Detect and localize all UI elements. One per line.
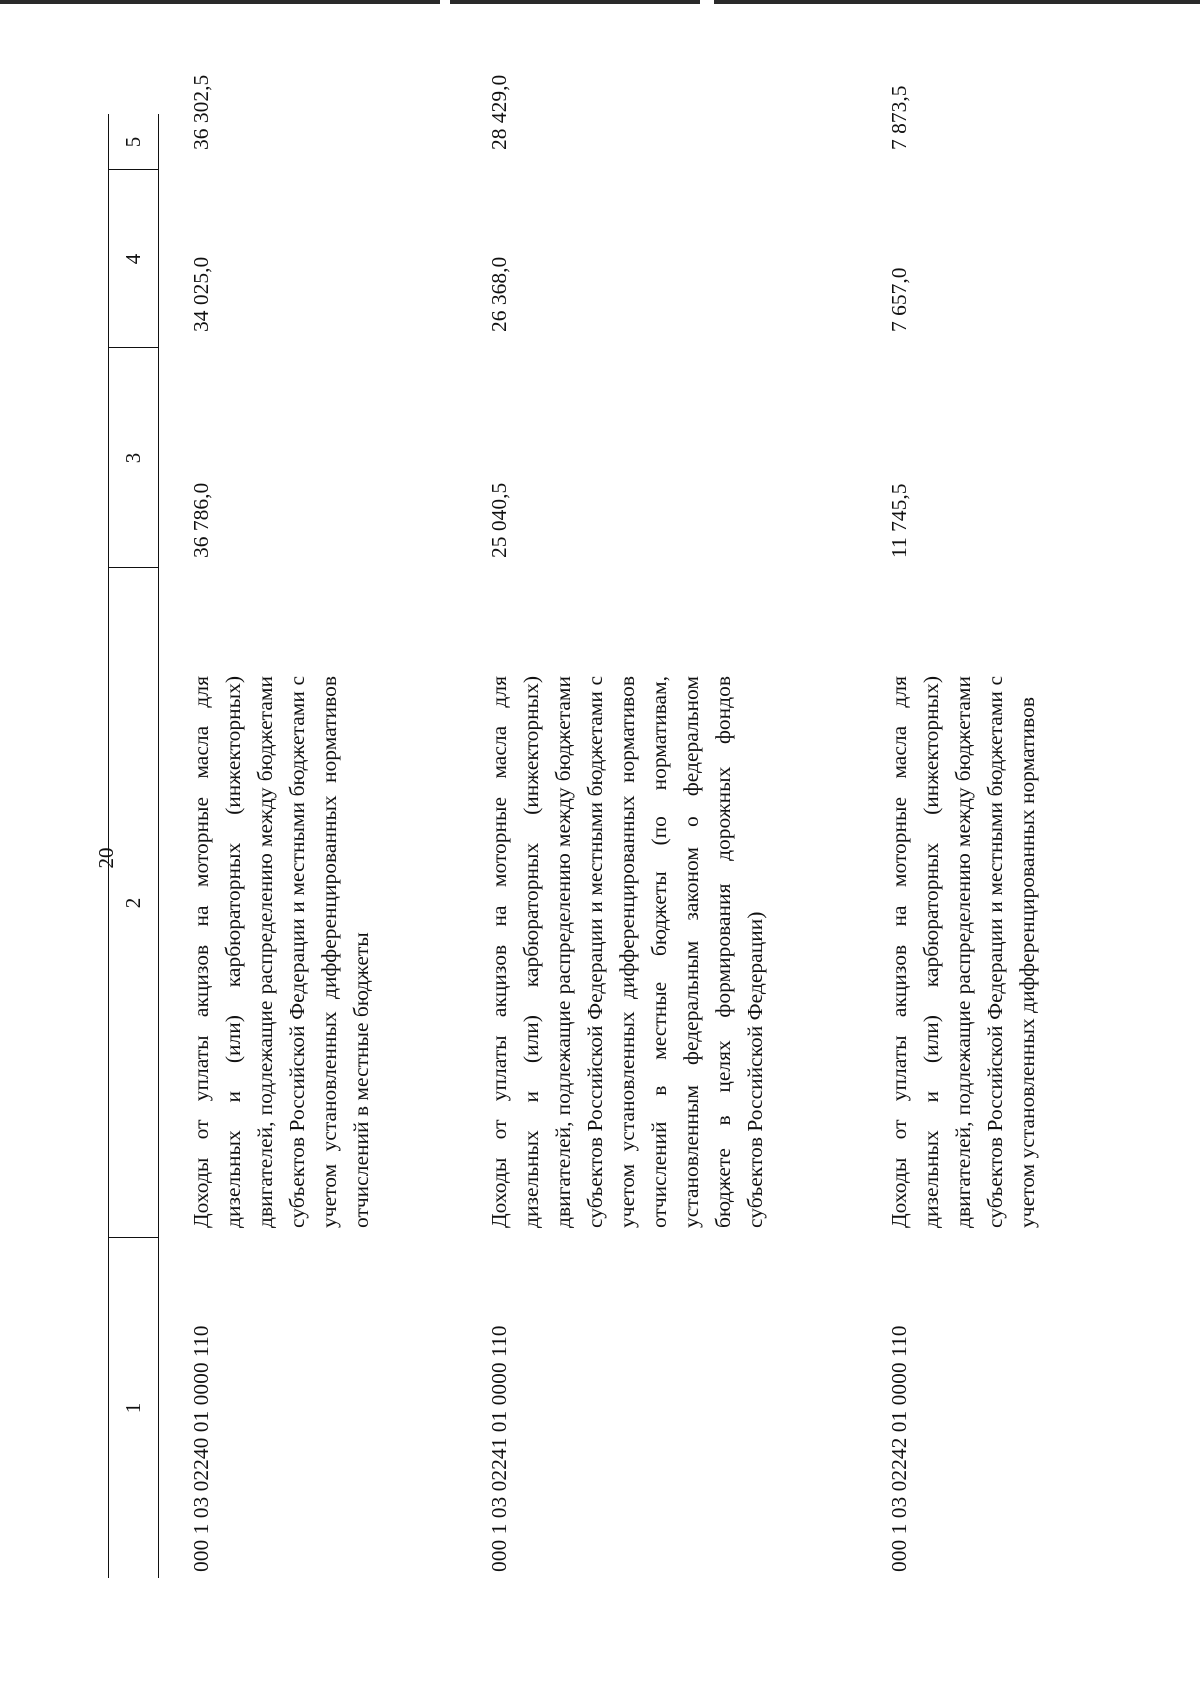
column-header-4: 4 — [120, 253, 145, 265]
column-header-3: 3 — [120, 452, 145, 464]
page-number: 20 — [94, 847, 118, 869]
value-col-3: 11 745,5 — [887, 483, 911, 558]
value-col-5: 28 429,0 — [487, 74, 511, 150]
value-col-5: 36 302,5 — [189, 74, 213, 150]
revenue-description: Доходы от уплаты акцизов на моторные масла для дизельных и (или) карбюраторных (инжекторных) двигателей, подлежащие распределению между бюджетами субъектов Российской Федерации и местными бюджетами с учетом установленных дифференцированных нормативов отчислений в местные бюджеты (по нормативам, установленным федеральным законом о федеральном бюджете в целях формирования дорожных фондов субъектов Российской Федерации) — [487, 676, 767, 1228]
budget-code: 000 1 03 02240 01 0000 110 — [189, 1325, 213, 1572]
table-row — [883, 85, 1103, 1578]
value-col-3: 36 786,0 — [189, 482, 213, 558]
revenue-description: Доходы от уплаты акцизов на моторные масла для дизельных и (или) карбюраторных (инжекторных) двигателей, подлежащие распределению между бюджетами субъектов Российской Федерации и местными бюджетами с учетом установленных дифференцированных нормативов отчислений в местные бюджеты — [189, 676, 373, 1228]
value-col-4: 7 657,0 — [887, 267, 911, 332]
revenue-description: Доходы от уплаты акцизов на моторные масла для дизельных и (или) карбюраторных (инжекторных) двигателей, подлежащие распределению между бюджетами субъектов Российской Федерации и местными бюджетами с учетом установленных дифференцированных нормативов — [887, 676, 1039, 1228]
budget-revenue-table — [108, 74, 1103, 1578]
budget-code: 000 1 03 02242 01 0000 110 — [887, 1325, 911, 1572]
table-row — [483, 74, 843, 1578]
value-col-4: 34 025,0 — [189, 256, 213, 332]
value-col-3: 25 040,5 — [487, 482, 511, 558]
table-row — [185, 74, 417, 1578]
value-col-5: 7 873,5 — [887, 85, 911, 150]
budget-code: 000 1 03 02241 01 0000 110 — [487, 1325, 511, 1572]
value-col-4: 26 368,0 — [487, 256, 511, 332]
column-header-1: 1 — [120, 1402, 145, 1414]
column-header-5: 5 — [120, 136, 145, 148]
column-header-2: 2 — [120, 897, 145, 909]
